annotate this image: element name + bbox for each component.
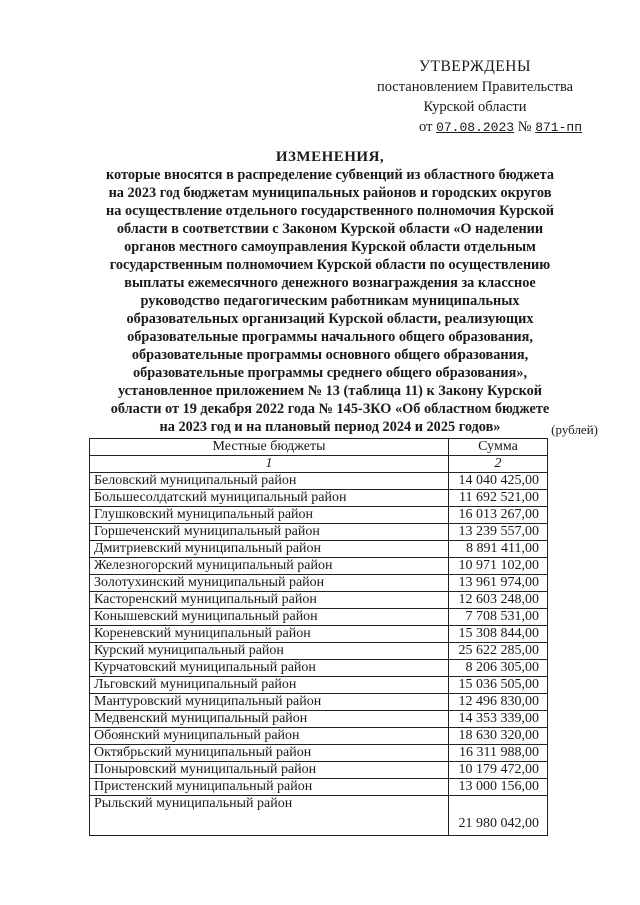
row-amount: 13 961 974,00 [449, 575, 548, 592]
table-row [90, 643, 548, 660]
table-row [90, 575, 548, 592]
row-amount: 13 239 557,00 [449, 524, 548, 541]
table-row [90, 558, 548, 575]
heading-line: выплаты ежемесячного денежного вознаграждения за классное [124, 275, 536, 291]
row-amount: 16 311 988,00 [449, 745, 548, 762]
table-header-row [90, 439, 548, 456]
table-row [90, 660, 548, 677]
approval-title: УТВЕРЖДЕНЫ [419, 58, 531, 75]
table-row [90, 473, 548, 490]
row-name: Большесолдатский муниципальный район [90, 490, 449, 507]
heading-line: руководство педагогическим работникам муниципальных [140, 293, 520, 309]
approval-line-1: постановлением Правительства [376, 79, 574, 95]
column-number-2: 2 [449, 456, 548, 473]
row-name: Курчатовский муниципальный район [90, 660, 449, 677]
row-amount: 15 308 844,00 [449, 626, 548, 643]
row-amount: 8 206 305,00 [449, 660, 548, 677]
row-name: Беловский муниципальный район [90, 473, 449, 490]
heading-line: которые вносятся в распределение субвенций из областного бюджета [106, 167, 554, 183]
table-row [90, 490, 548, 507]
table-row [90, 524, 548, 541]
table-row [90, 592, 548, 609]
heading-line: области от 19 декабря 2022 года № 145-ЗКО «Об областном бюджете [110, 401, 550, 417]
row-name: Рыльский муниципальный район [90, 796, 449, 836]
table-row [90, 507, 548, 524]
table-row [90, 541, 548, 558]
row-name: Медвенский муниципальный район [90, 711, 449, 728]
heading-title: ИЗМЕНЕНИЯ, [275, 149, 385, 165]
heading-line: образовательных организаций Курской области, реализующих [126, 311, 534, 327]
header-local-budgets: Местные бюджеты [90, 439, 449, 456]
row-name: Кореневский муниципальный район [90, 626, 449, 643]
row-name: Конышевский муниципальный район [90, 609, 449, 626]
row-name: Курский муниципальный район [90, 643, 449, 660]
table-row [90, 779, 548, 796]
table-row [90, 677, 548, 694]
approval-date: 07.08.2023 [436, 120, 515, 135]
heading-line: на осуществление отдельного государственного полномочия Курской [106, 203, 554, 219]
table-row [90, 694, 548, 711]
row-amount: 12 603 248,00 [449, 592, 548, 609]
row-name: Пристенский муниципальный район [90, 779, 449, 796]
row-amount: 14 040 425,00 [449, 473, 548, 490]
heading-line: органов местного самоуправления Курской области отдельным [124, 239, 536, 255]
row-name: Обоянский муниципальный район [90, 728, 449, 745]
table-row [90, 796, 548, 836]
approval-number: 871-пп [535, 120, 582, 135]
document-heading [70, 148, 590, 436]
table-row [90, 711, 548, 728]
row-name: Дмитриевский муниципальный район [90, 541, 449, 558]
row-name: Касторенский муниципальный район [90, 592, 449, 609]
row-amount: 14 353 339,00 [449, 711, 548, 728]
heading-line: образовательные программы среднего общего образования», [132, 365, 528, 381]
row-name: Льговский муниципальный район [90, 677, 449, 694]
row-amount: 16 013 267,00 [449, 507, 548, 524]
row-name: Горшеченский муниципальный район [90, 524, 449, 541]
table-column-numbers-row [90, 456, 548, 473]
units-label: (рублей) [551, 422, 598, 437]
table-row [90, 762, 548, 779]
row-name: Поныровский муниципальный район [90, 762, 449, 779]
row-amount: 8 891 411,00 [449, 541, 548, 558]
approval-date-line [360, 117, 590, 138]
table-row [90, 609, 548, 626]
table-row [90, 626, 548, 643]
row-name: Октябрьский муниципальный район [90, 745, 449, 762]
table-row [90, 728, 548, 745]
row-name: Мантуровский муниципальный район [90, 694, 449, 711]
row-amount: 7 708 531,00 [449, 609, 548, 626]
row-amount: 12 496 830,00 [449, 694, 548, 711]
approval-from: от [419, 119, 433, 135]
row-amount: 25 622 285,00 [449, 643, 548, 660]
row-name: Золотухинский муниципальный район [90, 575, 449, 592]
row-name: Железногорский муниципальный район [90, 558, 449, 575]
row-amount: 15 036 505,00 [449, 677, 548, 694]
row-amount: 10 179 472,00 [449, 762, 548, 779]
budget-table [89, 438, 548, 836]
heading-line: на 2023 год и на плановый период 2024 и 2025 годов» [159, 419, 501, 435]
approval-stamp [360, 57, 590, 138]
heading-line: установленное приложением № 13 (таблица 11) к Закону Курской [117, 383, 543, 399]
heading-line: образовательные программы начального общего образования, [127, 329, 533, 345]
row-amount: 13 000 156,00 [449, 779, 548, 796]
row-amount: 11 692 521,00 [449, 490, 548, 507]
header-amount: Сумма [449, 439, 548, 456]
column-number-1: 1 [90, 456, 449, 473]
row-amount: 18 630 320,00 [449, 728, 548, 745]
heading-line: государственным полномочием Курской области по осуществлению [109, 257, 551, 273]
heading-line: области в соответствии с Законом Курской области «О наделении [116, 221, 544, 237]
heading-line: образовательные программы основного общего образования, [131, 347, 529, 363]
row-amount: 21 980 042,00 [449, 796, 548, 836]
approval-line-2: Курской области [423, 99, 527, 115]
row-name: Глушковский муниципальный район [90, 507, 449, 524]
row-amount: 10 971 102,00 [449, 558, 548, 575]
approval-num-label: № [517, 119, 532, 135]
heading-line: на 2023 год бюджетам муниципальных районов и городских округов [108, 185, 552, 201]
table-row [90, 745, 548, 762]
